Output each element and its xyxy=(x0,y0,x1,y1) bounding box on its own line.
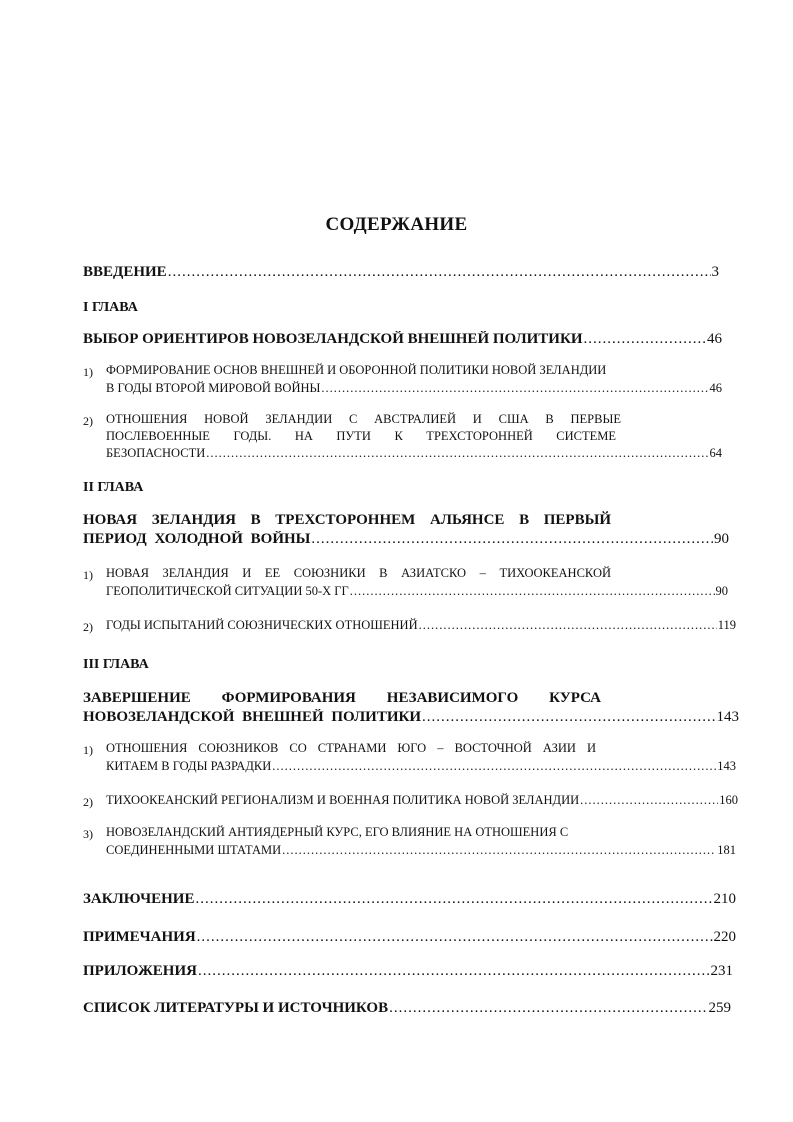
toc-page-number: 220 xyxy=(713,929,736,945)
toc-entry-chapter-2[interactable] xyxy=(83,531,729,548)
toc-entry-label: В ГОДЫ ВТОРОЙ МИРОВОЙ ВОЙНЫ xyxy=(106,381,321,395)
toc-entry-appendices[interactable] xyxy=(83,963,733,980)
toc-entry-label: БЕЗОПАСНОСТИ xyxy=(106,446,206,460)
toc-page-number: 119 xyxy=(717,618,736,632)
toc-page-number: 46 xyxy=(709,381,722,395)
toc-entry-1-2[interactable] xyxy=(106,446,722,461)
toc-page-number: 90 xyxy=(714,531,729,547)
dot-leader xyxy=(389,1000,707,1017)
toc-entry-1-1[interactable] xyxy=(106,381,722,396)
toc-entry-label: ЗАКЛЮЧЕНИЕ xyxy=(83,891,195,907)
toc-entry-2-2[interactable] xyxy=(106,618,736,633)
toc-entry-label: ПЕРИОД ХОЛОДНОЙ ВОЙНЫ xyxy=(83,531,311,547)
chapter-2-heading: II ГЛАВА xyxy=(83,480,144,495)
dot-leader xyxy=(168,264,711,281)
section-number: 2) xyxy=(83,414,93,428)
section-title-line: ОТНОШЕНИЯ НОВОЙ ЗЕЛАНДИИ С АВСТРАЛИЕЙ И США В ПЕРВЫЕ xyxy=(106,412,621,426)
chapter-3-heading: III ГЛАВА xyxy=(83,657,149,672)
toc-entry-2-1[interactable] xyxy=(106,584,728,599)
section-title-line: ФОРМИРОВАНИЕ ОСНОВ ВНЕШНЕЙ И ОБОРОННОЙ ПОЛИТИКИ НОВОЙ ЗЕЛАНДИИ xyxy=(106,363,607,377)
toc-page-number: 160 xyxy=(719,793,738,807)
toc-entry-label: ПРИЛОЖЕНИЯ xyxy=(83,963,197,979)
section-number: 3) xyxy=(83,827,93,841)
dot-leader xyxy=(198,963,710,980)
toc-entry-label: ГЕОПОЛИТИЧЕСКОЙ СИТУАЦИИ 50-Х ГГ xyxy=(106,584,349,598)
section-number: 2) xyxy=(83,795,93,809)
toc-page-number: 231 xyxy=(710,963,733,979)
dot-leader xyxy=(422,709,715,726)
toc-page-number: 210 xyxy=(713,891,736,907)
toc-entry-conclusion[interactable] xyxy=(83,891,736,908)
dot-leader xyxy=(197,929,713,946)
toc-entry-3-1[interactable] xyxy=(106,759,736,774)
chapter-2-title-line: НОВАЯ ЗЕЛАНДИЯ В ТРЕХСТОРОННЕМ АЛЬЯНСЕ В ПЕРВЫЙ xyxy=(83,512,611,528)
toc-page-number: 46 xyxy=(707,331,722,347)
section-title-line: НОВОЗЕЛАНДСКИЙ АНТИЯДЕРНЫЙ КУРС, ЕГО ВЛИЯНИЕ НА ОТНОШЕНИЯ С xyxy=(106,825,569,839)
section-number: 2) xyxy=(83,620,93,634)
toc-entry-chapter-1[interactable] xyxy=(83,331,722,348)
toc-entry-label: ГОДЫ ИСПЫТАНИЙ СОЮЗНИЧЕСКИХ ОТНОШЕНИЙ xyxy=(106,618,418,632)
toc-page-number: 64 xyxy=(709,446,722,460)
toc-page-number: 143 xyxy=(717,759,736,773)
toc-entry-label: СПИСОК ЛИТЕРАТУРЫ И ИСТОЧНИКОВ xyxy=(83,1000,389,1016)
section-title-line: ОТНОШЕНИЯ СОЮЗНИКОВ СО СТРАНАМИ ЮГО – ВОСТОЧНОЙ АЗИИ И xyxy=(106,741,596,755)
toc-entry-label: НОВОЗЕЛАНДСКОЙ ВНЕШНЕЙ ПОЛИТИКИ xyxy=(83,709,422,725)
page-title: СОДЕРЖАНИЕ xyxy=(325,214,468,235)
dot-leader xyxy=(580,793,718,808)
section-number: 1) xyxy=(83,568,93,582)
toc-entry-bibliography[interactable] xyxy=(83,1000,731,1017)
toc-entry-label: ПРИМЕЧАНИЯ xyxy=(83,929,196,945)
toc-entry-chapter-3[interactable] xyxy=(83,709,739,726)
dot-leader xyxy=(584,331,706,348)
toc-page-number: 259 xyxy=(708,1000,731,1016)
chapter-1-heading: I ГЛАВА xyxy=(83,300,138,315)
dot-leader xyxy=(206,446,708,461)
toc-entry-label: КИТАЕМ В ГОДЫ РАЗРАДКИ xyxy=(106,759,272,773)
toc-entry-label: СОЕДИНЕННЫМИ ШТАТАМИ xyxy=(106,843,282,857)
toc-entry-3-3[interactable] xyxy=(106,843,736,858)
section-number: 1) xyxy=(83,365,93,379)
toc-page-number: 181 xyxy=(717,843,736,857)
toc-entry-label: ВВЕДЕНИЕ xyxy=(83,264,167,280)
toc-entry-notes[interactable] xyxy=(83,929,736,946)
dot-leader xyxy=(311,531,713,548)
toc-page-number: 3 xyxy=(711,264,719,280)
dot-leader xyxy=(282,843,716,858)
toc-page-number: 143 xyxy=(716,709,739,725)
dot-leader xyxy=(272,759,716,774)
dot-leader xyxy=(321,381,708,396)
dot-leader xyxy=(419,618,717,633)
toc-entry-label: ВЫБОР ОРИЕНТИРОВ НОВОЗЕЛАНДСКОЙ ВНЕШНЕЙ ПОЛИТИКИ xyxy=(83,331,583,347)
chapter-3-title-line: ЗАВЕРШЕНИЕ ФОРМИРОВАНИЯ НЕЗАВИСИМОГО КУРСА xyxy=(83,690,601,706)
toc-entry-3-2[interactable] xyxy=(106,793,738,808)
toc-entry-label: ТИХООКЕАНСКИЙ РЕГИОНАЛИЗМ И ВОЕННАЯ ПОЛИТИКА НОВОЙ ЗЕЛАНДИИ xyxy=(106,793,580,807)
section-number: 1) xyxy=(83,743,93,757)
dot-leader xyxy=(350,584,715,599)
toc-entry-intro[interactable] xyxy=(83,264,719,281)
toc-page-number: 90 xyxy=(715,584,728,598)
section-title-line: ПОСЛЕВОЕННЫЕ ГОДЫ. НА ПУТИ К ТРЕХСТОРОННЕЙ СИСТЕМЕ xyxy=(106,429,616,443)
section-title-line: НОВАЯ ЗЕЛАНДИЯ И ЕЕ СОЮЗНИКИ В АЗИАТСКО – ТИХООКЕАНСКОЙ xyxy=(106,566,611,580)
dot-leader xyxy=(195,891,712,908)
